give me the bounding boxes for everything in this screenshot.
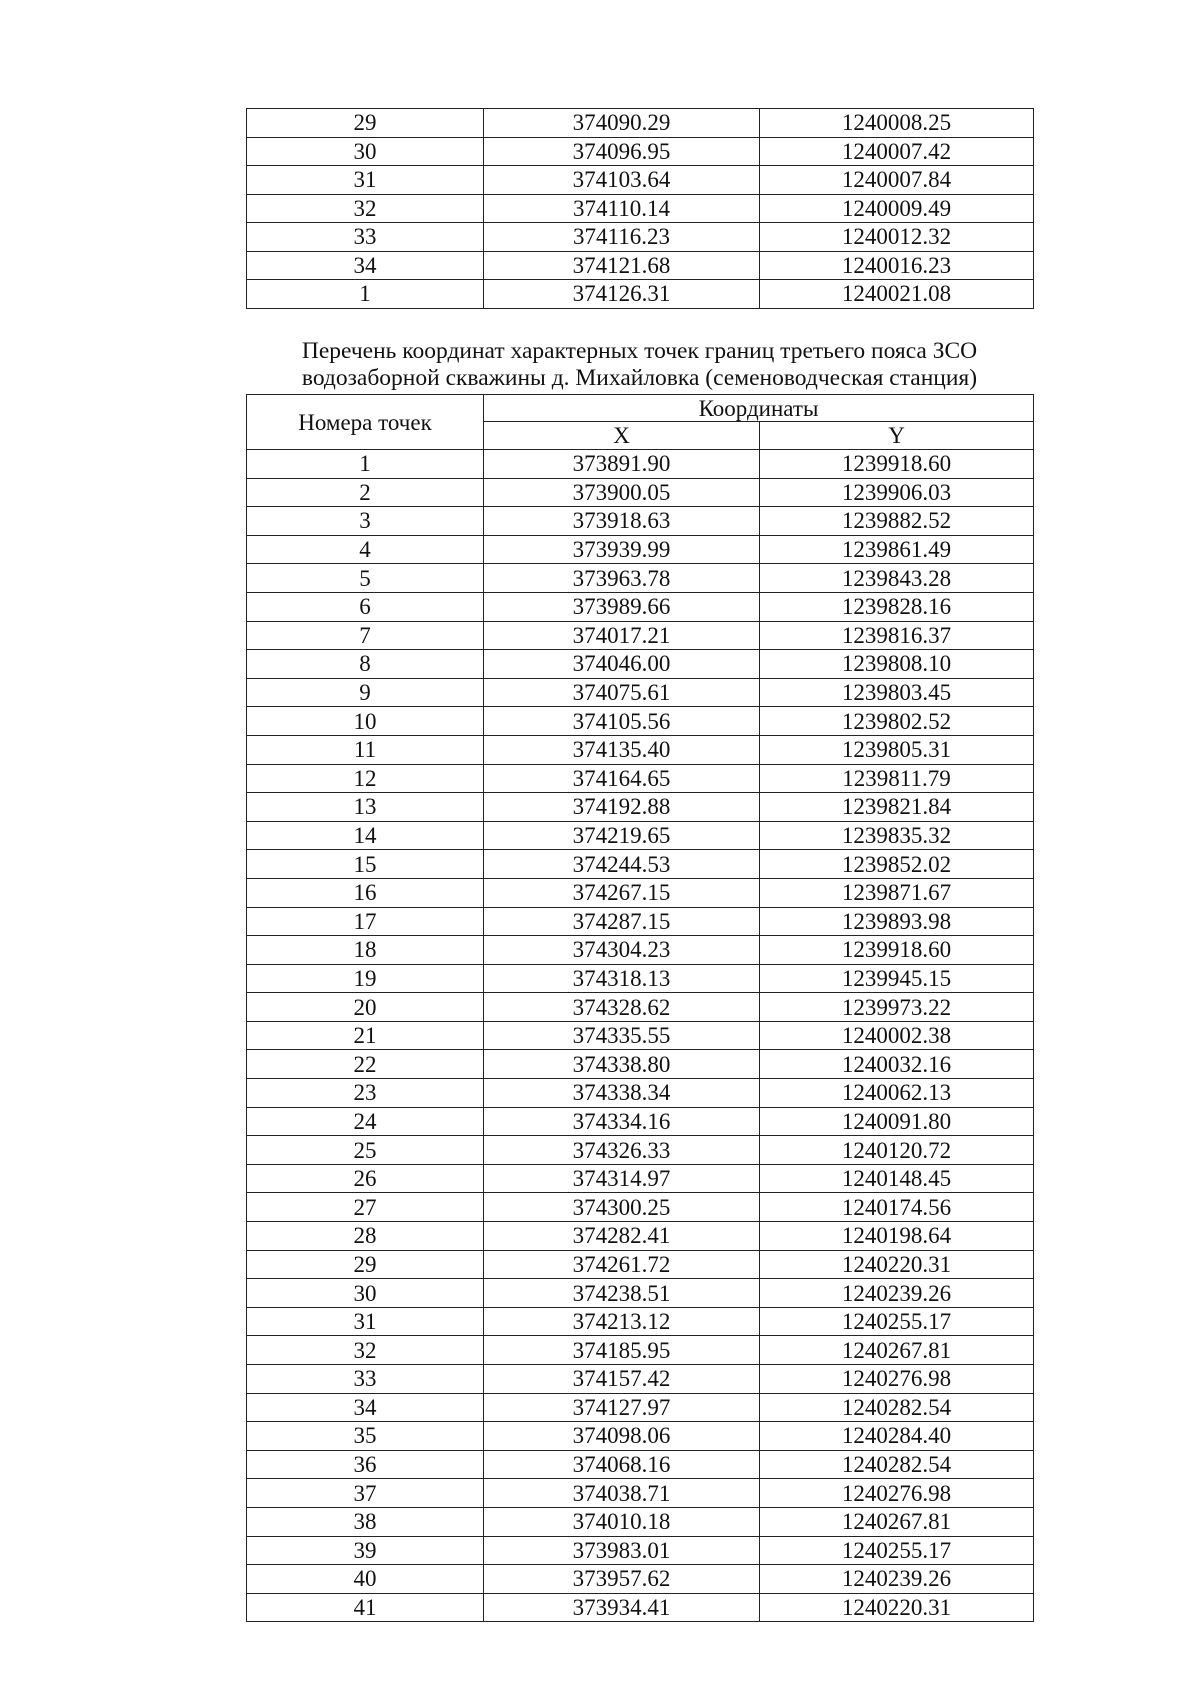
y-coordinate-cell: 1239803.45 xyxy=(760,678,1034,707)
y-coordinate-cell: 1240255.17 xyxy=(760,1536,1034,1565)
table-row xyxy=(247,621,1034,650)
y-coordinate-cell: 1239816.37 xyxy=(760,621,1034,650)
y-coordinate-cell: 1240148.45 xyxy=(760,1164,1034,1193)
x-coordinate-cell: 373983.01 xyxy=(484,1536,760,1565)
table-row xyxy=(247,1193,1034,1222)
x-coordinate-cell: 374121.68 xyxy=(484,251,760,280)
table-row xyxy=(247,1021,1034,1050)
x-coordinate-cell: 374164.65 xyxy=(484,764,760,793)
y-coordinate-cell: 1240220.31 xyxy=(760,1593,1034,1622)
y-coordinate-cell: 1239906.03 xyxy=(760,478,1034,507)
y-coordinate-cell: 1239828.16 xyxy=(760,592,1034,621)
table-row xyxy=(247,764,1034,793)
x-coordinate-cell: 374244.53 xyxy=(484,850,760,879)
point-number-cell: 11 xyxy=(247,735,484,764)
x-coordinate-cell: 373957.62 xyxy=(484,1565,760,1594)
table-row xyxy=(247,166,1034,195)
y-coordinate-cell: 1240012.32 xyxy=(760,223,1034,252)
point-number-cell: 25 xyxy=(247,1136,484,1165)
x-coordinate-cell: 374304.23 xyxy=(484,936,760,965)
y-coordinate-cell: 1240267.81 xyxy=(760,1507,1034,1536)
point-number-cell: 8 xyxy=(247,650,484,679)
table-row xyxy=(247,964,1034,993)
table-row xyxy=(247,251,1034,280)
y-coordinate-cell: 1240120.72 xyxy=(760,1136,1034,1165)
x-coordinate-cell: 374338.80 xyxy=(484,1050,760,1079)
point-number-cell: 30 xyxy=(247,1279,484,1308)
table-row xyxy=(247,592,1034,621)
point-number-cell: 29 xyxy=(247,109,484,138)
x-coordinate-cell: 374328.62 xyxy=(484,993,760,1022)
table-row xyxy=(247,878,1034,907)
table-row xyxy=(247,1107,1034,1136)
x-coordinate-cell: 374127.97 xyxy=(484,1393,760,1422)
table-header xyxy=(247,395,1034,450)
x-coordinate-cell: 374334.16 xyxy=(484,1107,760,1136)
header-x: X xyxy=(484,422,760,450)
point-number-cell: 37 xyxy=(247,1479,484,1508)
y-coordinate-cell: 1239821.84 xyxy=(760,793,1034,822)
x-coordinate-cell: 374261.72 xyxy=(484,1250,760,1279)
point-number-cell: 7 xyxy=(247,621,484,650)
x-coordinate-cell: 373963.78 xyxy=(484,564,760,593)
x-coordinate-cell: 374238.51 xyxy=(484,1279,760,1308)
table-row xyxy=(247,1565,1034,1594)
x-coordinate-cell: 374338.34 xyxy=(484,1079,760,1108)
x-coordinate-cell: 374135.40 xyxy=(484,735,760,764)
point-number-cell: 34 xyxy=(247,251,484,280)
header-point-numbers: Номера точек xyxy=(247,395,484,450)
table-row xyxy=(247,993,1034,1022)
y-coordinate-cell: 1239918.60 xyxy=(760,936,1034,965)
y-coordinate-cell: 1239861.49 xyxy=(760,535,1034,564)
point-number-cell: 17 xyxy=(247,907,484,936)
table-caption xyxy=(246,338,1033,392)
x-coordinate-cell: 374103.64 xyxy=(484,166,760,195)
x-coordinate-cell: 374314.97 xyxy=(484,1164,760,1193)
point-number-cell: 33 xyxy=(247,1365,484,1394)
point-number-cell: 26 xyxy=(247,1164,484,1193)
point-number-cell: 14 xyxy=(247,821,484,850)
point-number-cell: 16 xyxy=(247,878,484,907)
x-coordinate-cell: 374068.16 xyxy=(484,1450,760,1479)
x-coordinate-cell: 373891.90 xyxy=(484,450,760,479)
y-coordinate-cell: 1240255.17 xyxy=(760,1307,1034,1336)
point-number-cell: 1 xyxy=(247,280,484,309)
table-row xyxy=(247,936,1034,965)
y-coordinate-cell: 1239852.02 xyxy=(760,850,1034,879)
point-number-cell: 38 xyxy=(247,1507,484,1536)
table-row xyxy=(247,1393,1034,1422)
y-coordinate-cell: 1240016.23 xyxy=(760,251,1034,280)
point-number-cell: 36 xyxy=(247,1450,484,1479)
point-number-cell: 29 xyxy=(247,1250,484,1279)
x-coordinate-cell: 374116.23 xyxy=(484,223,760,252)
point-number-cell: 32 xyxy=(247,194,484,223)
table-row xyxy=(247,280,1034,309)
point-number-cell: 40 xyxy=(247,1565,484,1594)
table-row xyxy=(247,478,1034,507)
x-coordinate-cell: 374326.33 xyxy=(484,1136,760,1165)
point-number-cell: 21 xyxy=(247,1021,484,1050)
table-row xyxy=(247,707,1034,736)
y-coordinate-cell: 1240198.64 xyxy=(760,1222,1034,1251)
y-coordinate-cell: 1240021.08 xyxy=(760,280,1034,309)
point-number-cell: 19 xyxy=(247,964,484,993)
x-coordinate-cell: 374267.15 xyxy=(484,878,760,907)
x-coordinate-cell: 374287.15 xyxy=(484,907,760,936)
y-coordinate-cell: 1239835.32 xyxy=(760,821,1034,850)
y-coordinate-cell: 1240220.31 xyxy=(760,1250,1034,1279)
x-coordinate-cell: 373939.99 xyxy=(484,535,760,564)
table-row xyxy=(247,850,1034,879)
point-number-cell: 32 xyxy=(247,1336,484,1365)
point-number-cell: 1 xyxy=(247,450,484,479)
point-number-cell: 22 xyxy=(247,1050,484,1079)
table-row xyxy=(247,1593,1034,1622)
point-number-cell: 10 xyxy=(247,707,484,736)
table-row xyxy=(247,137,1034,166)
point-number-cell: 23 xyxy=(247,1079,484,1108)
y-coordinate-cell: 1240002.38 xyxy=(760,1021,1034,1050)
coordinates-table-continued-body xyxy=(247,109,1034,309)
point-number-cell: 6 xyxy=(247,592,484,621)
point-number-cell: 20 xyxy=(247,993,484,1022)
point-number-cell: 41 xyxy=(247,1593,484,1622)
point-number-cell: 4 xyxy=(247,535,484,564)
y-coordinate-cell: 1240007.84 xyxy=(760,166,1034,195)
point-number-cell: 15 xyxy=(247,850,484,879)
y-coordinate-cell: 1240239.26 xyxy=(760,1565,1034,1594)
y-coordinate-cell: 1239973.22 xyxy=(760,993,1034,1022)
x-coordinate-cell: 374282.41 xyxy=(484,1222,760,1251)
point-number-cell: 18 xyxy=(247,936,484,965)
y-coordinate-cell: 1240174.56 xyxy=(760,1193,1034,1222)
table-row xyxy=(247,678,1034,707)
caption-line-1: Перечень координат характерных точек границ третьего пояса ЗСО xyxy=(301,338,978,364)
y-coordinate-cell: 1240009.49 xyxy=(760,194,1034,223)
point-number-cell: 9 xyxy=(247,678,484,707)
x-coordinate-cell: 374098.06 xyxy=(484,1422,760,1451)
table-row xyxy=(247,1250,1034,1279)
y-coordinate-cell: 1240284.40 xyxy=(760,1422,1034,1451)
x-coordinate-cell: 374185.95 xyxy=(484,1336,760,1365)
table-row xyxy=(247,793,1034,822)
table-row xyxy=(247,907,1034,936)
y-coordinate-cell: 1240282.54 xyxy=(760,1393,1034,1422)
point-number-cell: 5 xyxy=(247,564,484,593)
y-coordinate-cell: 1240267.81 xyxy=(760,1336,1034,1365)
x-coordinate-cell: 374318.13 xyxy=(484,964,760,993)
table-row xyxy=(247,821,1034,850)
point-number-cell: 3 xyxy=(247,507,484,536)
table-row xyxy=(247,1479,1034,1508)
x-coordinate-cell: 374010.18 xyxy=(484,1507,760,1536)
table-row xyxy=(247,1136,1034,1165)
x-coordinate-cell: 374090.29 xyxy=(484,109,760,138)
table-row xyxy=(247,1222,1034,1251)
x-coordinate-cell: 374046.00 xyxy=(484,650,760,679)
caption-line-2: водозаборной скважины д. Михайловка (семеноводческая станция) xyxy=(301,365,978,391)
y-coordinate-cell: 1240276.98 xyxy=(760,1365,1034,1394)
point-number-cell: 31 xyxy=(247,166,484,195)
table-row xyxy=(247,507,1034,536)
x-coordinate-cell: 374110.14 xyxy=(484,194,760,223)
x-coordinate-cell: 374075.61 xyxy=(484,678,760,707)
point-number-cell: 33 xyxy=(247,223,484,252)
point-number-cell: 39 xyxy=(247,1536,484,1565)
x-coordinate-cell: 374126.31 xyxy=(484,280,760,309)
y-coordinate-cell: 1240007.42 xyxy=(760,137,1034,166)
table-row xyxy=(247,194,1034,223)
third-zone-coordinates-body xyxy=(247,450,1034,1622)
x-coordinate-cell: 374335.55 xyxy=(484,1021,760,1050)
y-coordinate-cell: 1240239.26 xyxy=(760,1279,1034,1308)
y-coordinate-cell: 1239945.15 xyxy=(760,964,1034,993)
x-coordinate-cell: 373934.41 xyxy=(484,1593,760,1622)
table-row xyxy=(247,735,1034,764)
table-row xyxy=(247,564,1034,593)
table-row xyxy=(247,1507,1034,1536)
x-coordinate-cell: 374192.88 xyxy=(484,793,760,822)
x-coordinate-cell: 374017.21 xyxy=(484,621,760,650)
x-coordinate-cell: 373900.05 xyxy=(484,478,760,507)
point-number-cell: 34 xyxy=(247,1393,484,1422)
x-coordinate-cell: 374219.65 xyxy=(484,821,760,850)
point-number-cell: 35 xyxy=(247,1422,484,1451)
table-row xyxy=(247,1079,1034,1108)
x-coordinate-cell: 373989.66 xyxy=(484,592,760,621)
y-coordinate-cell: 1240276.98 xyxy=(760,1479,1034,1508)
x-coordinate-cell: 374213.12 xyxy=(484,1307,760,1336)
point-number-cell: 12 xyxy=(247,764,484,793)
coordinates-table-continued xyxy=(246,108,1034,309)
point-number-cell: 31 xyxy=(247,1307,484,1336)
third-zone-coordinates-table xyxy=(246,394,1034,1622)
x-coordinate-cell: 373918.63 xyxy=(484,507,760,536)
x-coordinate-cell: 374038.71 xyxy=(484,1479,760,1508)
y-coordinate-cell: 1240032.16 xyxy=(760,1050,1034,1079)
y-coordinate-cell: 1239808.10 xyxy=(760,650,1034,679)
y-coordinate-cell: 1239882.52 xyxy=(760,507,1034,536)
y-coordinate-cell: 1240008.25 xyxy=(760,109,1034,138)
table-row xyxy=(247,1536,1034,1565)
x-coordinate-cell: 374157.42 xyxy=(484,1365,760,1394)
y-coordinate-cell: 1240062.13 xyxy=(760,1079,1034,1108)
table-row xyxy=(247,1422,1034,1451)
y-coordinate-cell: 1239918.60 xyxy=(760,450,1034,479)
y-coordinate-cell: 1239805.31 xyxy=(760,735,1034,764)
y-coordinate-cell: 1239871.67 xyxy=(760,878,1034,907)
header-y: Y xyxy=(760,422,1034,450)
x-coordinate-cell: 374096.95 xyxy=(484,137,760,166)
y-coordinate-cell: 1239802.52 xyxy=(760,707,1034,736)
point-number-cell: 27 xyxy=(247,1193,484,1222)
y-coordinate-cell: 1240091.80 xyxy=(760,1107,1034,1136)
y-coordinate-cell: 1240282.54 xyxy=(760,1450,1034,1479)
point-number-cell: 24 xyxy=(247,1107,484,1136)
table-row xyxy=(247,535,1034,564)
table-row xyxy=(247,1279,1034,1308)
table-row xyxy=(247,109,1034,138)
point-number-cell: 28 xyxy=(247,1222,484,1251)
y-coordinate-cell: 1239893.98 xyxy=(760,907,1034,936)
table-row xyxy=(247,1336,1034,1365)
table-row xyxy=(247,450,1034,479)
x-coordinate-cell: 374300.25 xyxy=(484,1193,760,1222)
point-number-cell: 30 xyxy=(247,137,484,166)
table-row xyxy=(247,1450,1034,1479)
point-number-cell: 2 xyxy=(247,478,484,507)
y-coordinate-cell: 1239811.79 xyxy=(760,764,1034,793)
x-coordinate-cell: 374105.56 xyxy=(484,707,760,736)
table-row xyxy=(247,1164,1034,1193)
table-row xyxy=(247,1307,1034,1336)
header-coordinates: Координаты xyxy=(484,395,1034,422)
y-coordinate-cell: 1239843.28 xyxy=(760,564,1034,593)
table-row xyxy=(247,650,1034,679)
point-number-cell: 13 xyxy=(247,793,484,822)
table-row xyxy=(247,1050,1034,1079)
table-row xyxy=(247,223,1034,252)
table-row xyxy=(247,1365,1034,1394)
